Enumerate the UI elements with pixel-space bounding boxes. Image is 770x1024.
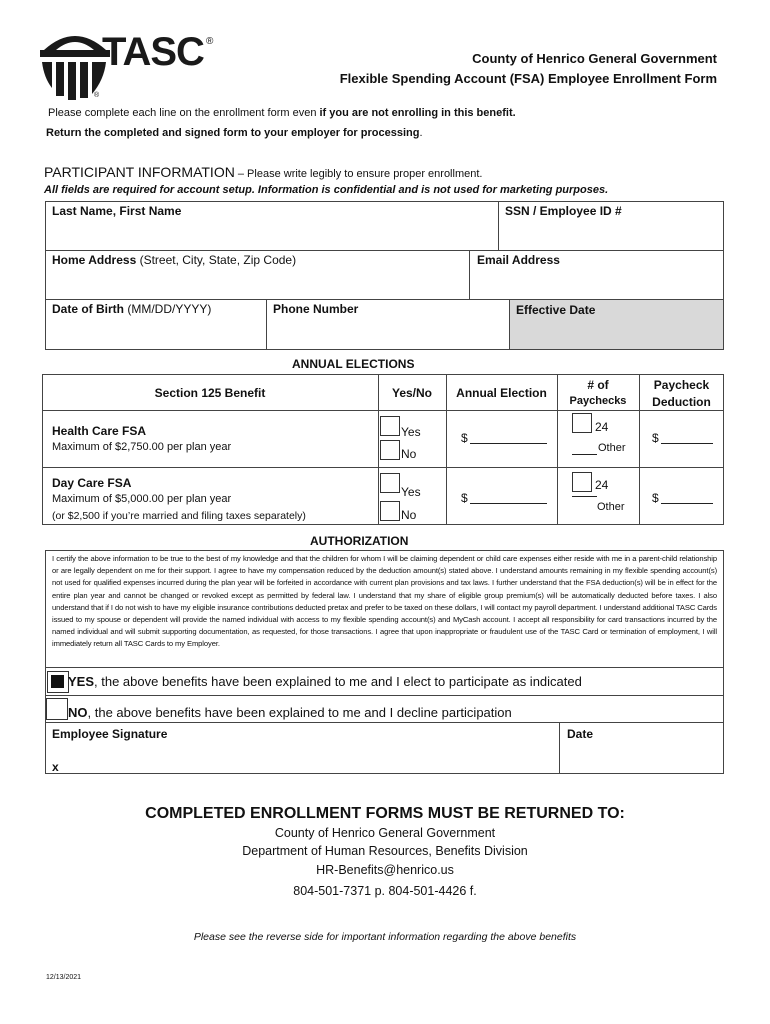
elections-header-divider: [42, 410, 724, 411]
day-care-max: Maximum of $5,000.00 per plan year: [52, 493, 232, 505]
no-participate-checkbox[interactable]: [46, 698, 68, 720]
name-label: Last Name, First Name: [52, 204, 182, 218]
org-name: County of Henrico General Government: [472, 51, 717, 66]
health-care-no-checkbox[interactable]: [380, 440, 400, 460]
day-care-no-checkbox[interactable]: [380, 501, 400, 521]
day-care-other-input[interactable]: [572, 496, 597, 497]
health-care-24-checkbox[interactable]: [572, 413, 592, 433]
dob-label: Date of Birth (MM/DD/YYYY): [52, 302, 212, 316]
return-phone: 804-501-7371 p. 804-501-4426 f.: [293, 884, 477, 898]
yes-participate-label: YES, the above benefits have been explained to me and I elect to participate as indicated: [68, 674, 582, 689]
tasc-logo: [40, 28, 220, 103]
day-care-24-checkbox[interactable]: [572, 472, 592, 492]
col-paychecks-1: # of: [587, 378, 609, 392]
email-label: Email Address: [477, 253, 560, 267]
health-care-no-label: No: [401, 447, 417, 461]
registered-mark-small: ®: [94, 92, 100, 99]
health-care-ded-dollar: $: [652, 431, 659, 445]
day-care-no-label: No: [401, 508, 417, 522]
health-care-other-label: Other: [598, 442, 626, 454]
return-email: HR-Benefits@henrico.us: [316, 863, 454, 877]
health-care-deduction-input[interactable]: [661, 443, 713, 444]
authorization-heading: AUTHORIZATION: [310, 534, 409, 548]
day-care-married-note: (or $2,500 if you’re married and filing taxes separately): [52, 510, 306, 522]
intro-line-2: Return the completed and signed form to your employer for processing.: [46, 127, 423, 139]
logo-text: TASC: [102, 30, 204, 74]
signature-x: x: [52, 760, 59, 774]
auth-divider-2: [45, 695, 724, 696]
participant-heading: PARTICIPANT INFORMATION – Please write legibly to ensure proper enrollment.: [44, 164, 483, 180]
health-care-24-label: 24: [595, 420, 609, 434]
day-care-name: Day Care FSA: [52, 476, 132, 490]
health-care-max: Maximum of $2,750.00 per plan year: [52, 441, 232, 453]
col-deduction-2: Deduction: [652, 395, 711, 409]
elections-heading: ANNUAL ELECTIONS: [292, 357, 415, 371]
col-deduction-1: Paycheck: [653, 378, 710, 392]
signature-label: Employee Signature: [52, 727, 168, 741]
effective-date-label: Effective Date: [516, 303, 596, 317]
elections-row-divider: [42, 467, 724, 468]
day-care-dollar: $: [461, 491, 468, 505]
return-line-2: Department of Human Resources, Benefits Division: [242, 844, 528, 858]
day-care-yes-checkbox[interactable]: [380, 473, 400, 493]
phone-label: Phone Number: [273, 302, 359, 316]
reverse-side-note: Please see the reverse side for important information regarding the above benefits: [193, 931, 577, 943]
col-paychecks-2: Paychecks: [569, 395, 627, 407]
col-benefit: Section 125 Benefit: [154, 386, 266, 400]
participant-subnote: All fields are required for account setup. Information is confidential and is not used for marketing purposes.: [44, 184, 609, 196]
yes-participate-checkbox[interactable]: [47, 671, 69, 693]
auth-divider-1: [45, 667, 724, 668]
intro-line-1: Please complete each line on the enrollment form even if you are not enrolling in this benefit.: [48, 107, 516, 119]
day-care-ded-dollar: $: [652, 491, 659, 505]
day-care-yes-label: Yes: [401, 485, 421, 499]
health-care-yes-checkbox[interactable]: [380, 416, 400, 436]
authorization-text: I certify the above information to be true to the best of my knowledge and that the children for whom I will be claiming dependent or child care expenses either reside with me in a parent-child relationship or are legally dependent on me for their support. I agree to have my compensation reduced by the deduction amount(s) stated above. I understand amounts remaining in my flexible spending account(s) not used for qualified expenses incurred during the plan year will be forfeited in accordance with current plan provisions and tax laws. I further understand that the FSA deduction(s) will be in effect for the entire plan year and cannot be changed or revoked except as permitted by federal law. I understand that my share of eligible group premium(s) will be automatically deducted before taxes. I also understand that if I do not wish to have my eligible insurance contributions deducted pretax and prefer to be taxed on these dollars, I will contact my payroll department. I understand additional TASC Cards issued to my spouse or dependent will provide the named individual with access to my flexible spending account(s) and MyCash account. I accept all responsibility for card transactions incurred by the named individual and will submit supporting documentation, as requested, for those transactions. I agree that upon inappropriate or fraudulent use of the TASC Card or termination of employment, I will immediately return all TASC Cards to my Employer.: [52, 554, 717, 649]
return-heading: COMPLETED ENROLLMENT FORMS MUST BE RETURNED TO:: [145, 805, 625, 822]
no-participate-label: NO, the above benefits have been explained to me and I decline participation: [68, 705, 512, 720]
signature-date-label: Date: [567, 727, 594, 741]
health-care-name: Health Care FSA: [52, 424, 147, 438]
day-care-annual-input[interactable]: [470, 503, 547, 504]
col-annual: Annual Election: [456, 386, 547, 400]
col-yesno: Yes/No: [391, 386, 433, 400]
day-care-deduction-input[interactable]: [661, 503, 713, 504]
ssn-label: SSN / Employee ID #: [505, 204, 622, 218]
address-label: Home Address (Street, City, State, Zip Code): [52, 253, 297, 267]
health-care-other-input[interactable]: [572, 454, 597, 455]
health-care-annual-input[interactable]: [470, 443, 547, 444]
health-care-dollar: $: [461, 431, 468, 445]
form-title: Flexible Spending Account (FSA) Employee Enrollment Form: [339, 71, 717, 86]
return-line-1: County of Henrico General Government: [274, 826, 496, 840]
day-care-24-label: 24: [595, 478, 609, 492]
yes-participate-check-fill: [51, 675, 64, 688]
health-care-yes-label: Yes: [401, 425, 421, 439]
tasc-logo-icon: [40, 28, 110, 103]
registered-mark: ®: [206, 36, 214, 47]
footer-date: 12/13/2021: [46, 974, 82, 981]
day-care-other-label: Other: [597, 501, 625, 513]
